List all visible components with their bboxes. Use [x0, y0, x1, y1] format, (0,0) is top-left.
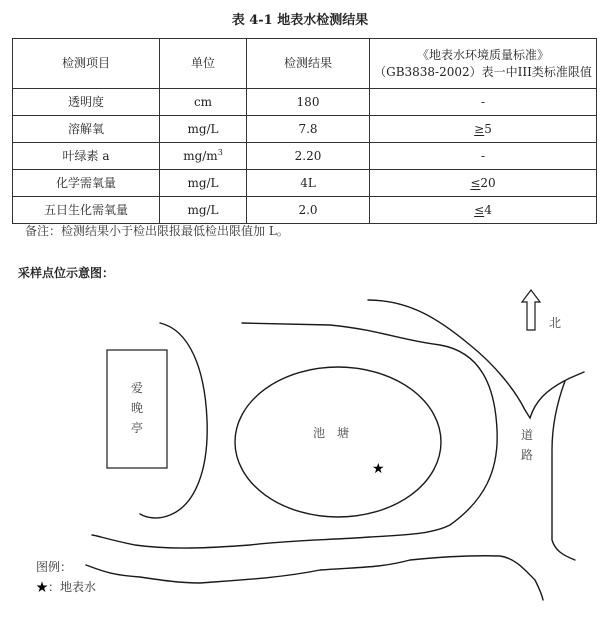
road-char: 路 — [520, 448, 533, 462]
unit-text: mg/L — [187, 121, 219, 136]
road-edge-right — [552, 381, 575, 560]
table-note: 备注：检测结果小于检出限报最低检出限值加 L。 — [25, 224, 289, 238]
header-item: 检测项目 — [13, 39, 160, 89]
cell-result: 4L — [247, 170, 370, 197]
pond-outline — [235, 367, 441, 517]
table-title: 表 4-1 地表水检测结果 — [231, 13, 369, 28]
header-result: 检测结果 — [247, 39, 370, 89]
sample-point-star-icon: ★ — [372, 461, 385, 477]
standard-value: 4 — [484, 202, 492, 217]
header-unit: 单位 — [160, 39, 247, 89]
unit-text: mg/L — [187, 202, 219, 217]
standard-prefix: ≤ — [474, 202, 485, 217]
cell-result: 180 — [247, 89, 370, 116]
pavilion-char: 亭 — [130, 421, 143, 435]
legend-label: 地表水 — [60, 580, 97, 594]
diagram-title: 采样点位示意图： — [18, 266, 115, 280]
pavilion-char: 爱 — [130, 381, 143, 395]
standard-value: - — [480, 94, 486, 109]
legend-title: 图例： — [36, 560, 73, 574]
unit-text: mg/L — [187, 175, 219, 190]
cell-item: 化学需氧量 — [13, 170, 160, 197]
standard-value: 5 — [484, 121, 492, 136]
cell-item: 叶绿素 a — [13, 143, 160, 170]
cell-result: 2.0 — [247, 197, 370, 224]
cell-item: 溶解氧 — [13, 116, 160, 143]
header-standard-line1: 《地表水环境质量标准》 — [416, 47, 549, 62]
cell-result: 7.8 — [247, 116, 370, 143]
star-icon: ★ — [36, 580, 49, 594]
unit-text: mg/m — [183, 148, 218, 163]
cell-item: 五日生化需氧量 — [13, 197, 160, 224]
standard-value: 20 — [480, 175, 496, 190]
pavilion-label — [130, 378, 144, 438]
standard-prefix: ≥ — [474, 121, 485, 136]
unit-text: cm — [193, 94, 213, 109]
north-arrow-icon — [522, 290, 540, 330]
standard-prefix: ≤ — [470, 175, 481, 190]
road-label — [520, 425, 534, 465]
header-standard-line2: （GB3838-2002）表一中III类标准限值 — [374, 64, 592, 79]
road-char: 道 — [520, 428, 533, 442]
unit-superscript: 3 — [217, 147, 223, 157]
pavilion-char: 晚 — [130, 401, 143, 415]
legend-separator: ： — [48, 580, 61, 594]
pond-label: 池 塘 — [313, 426, 350, 440]
cell-result: 2.20 — [247, 143, 370, 170]
path-around-pond — [92, 323, 497, 548]
standard-value: - — [480, 148, 486, 163]
north-label: 北 — [549, 316, 562, 330]
road-edge-lower — [86, 556, 543, 600]
path-arc-left — [140, 323, 207, 518]
cell-item: 透明度 — [13, 89, 160, 116]
legend-item-surface-water — [36, 578, 96, 595]
